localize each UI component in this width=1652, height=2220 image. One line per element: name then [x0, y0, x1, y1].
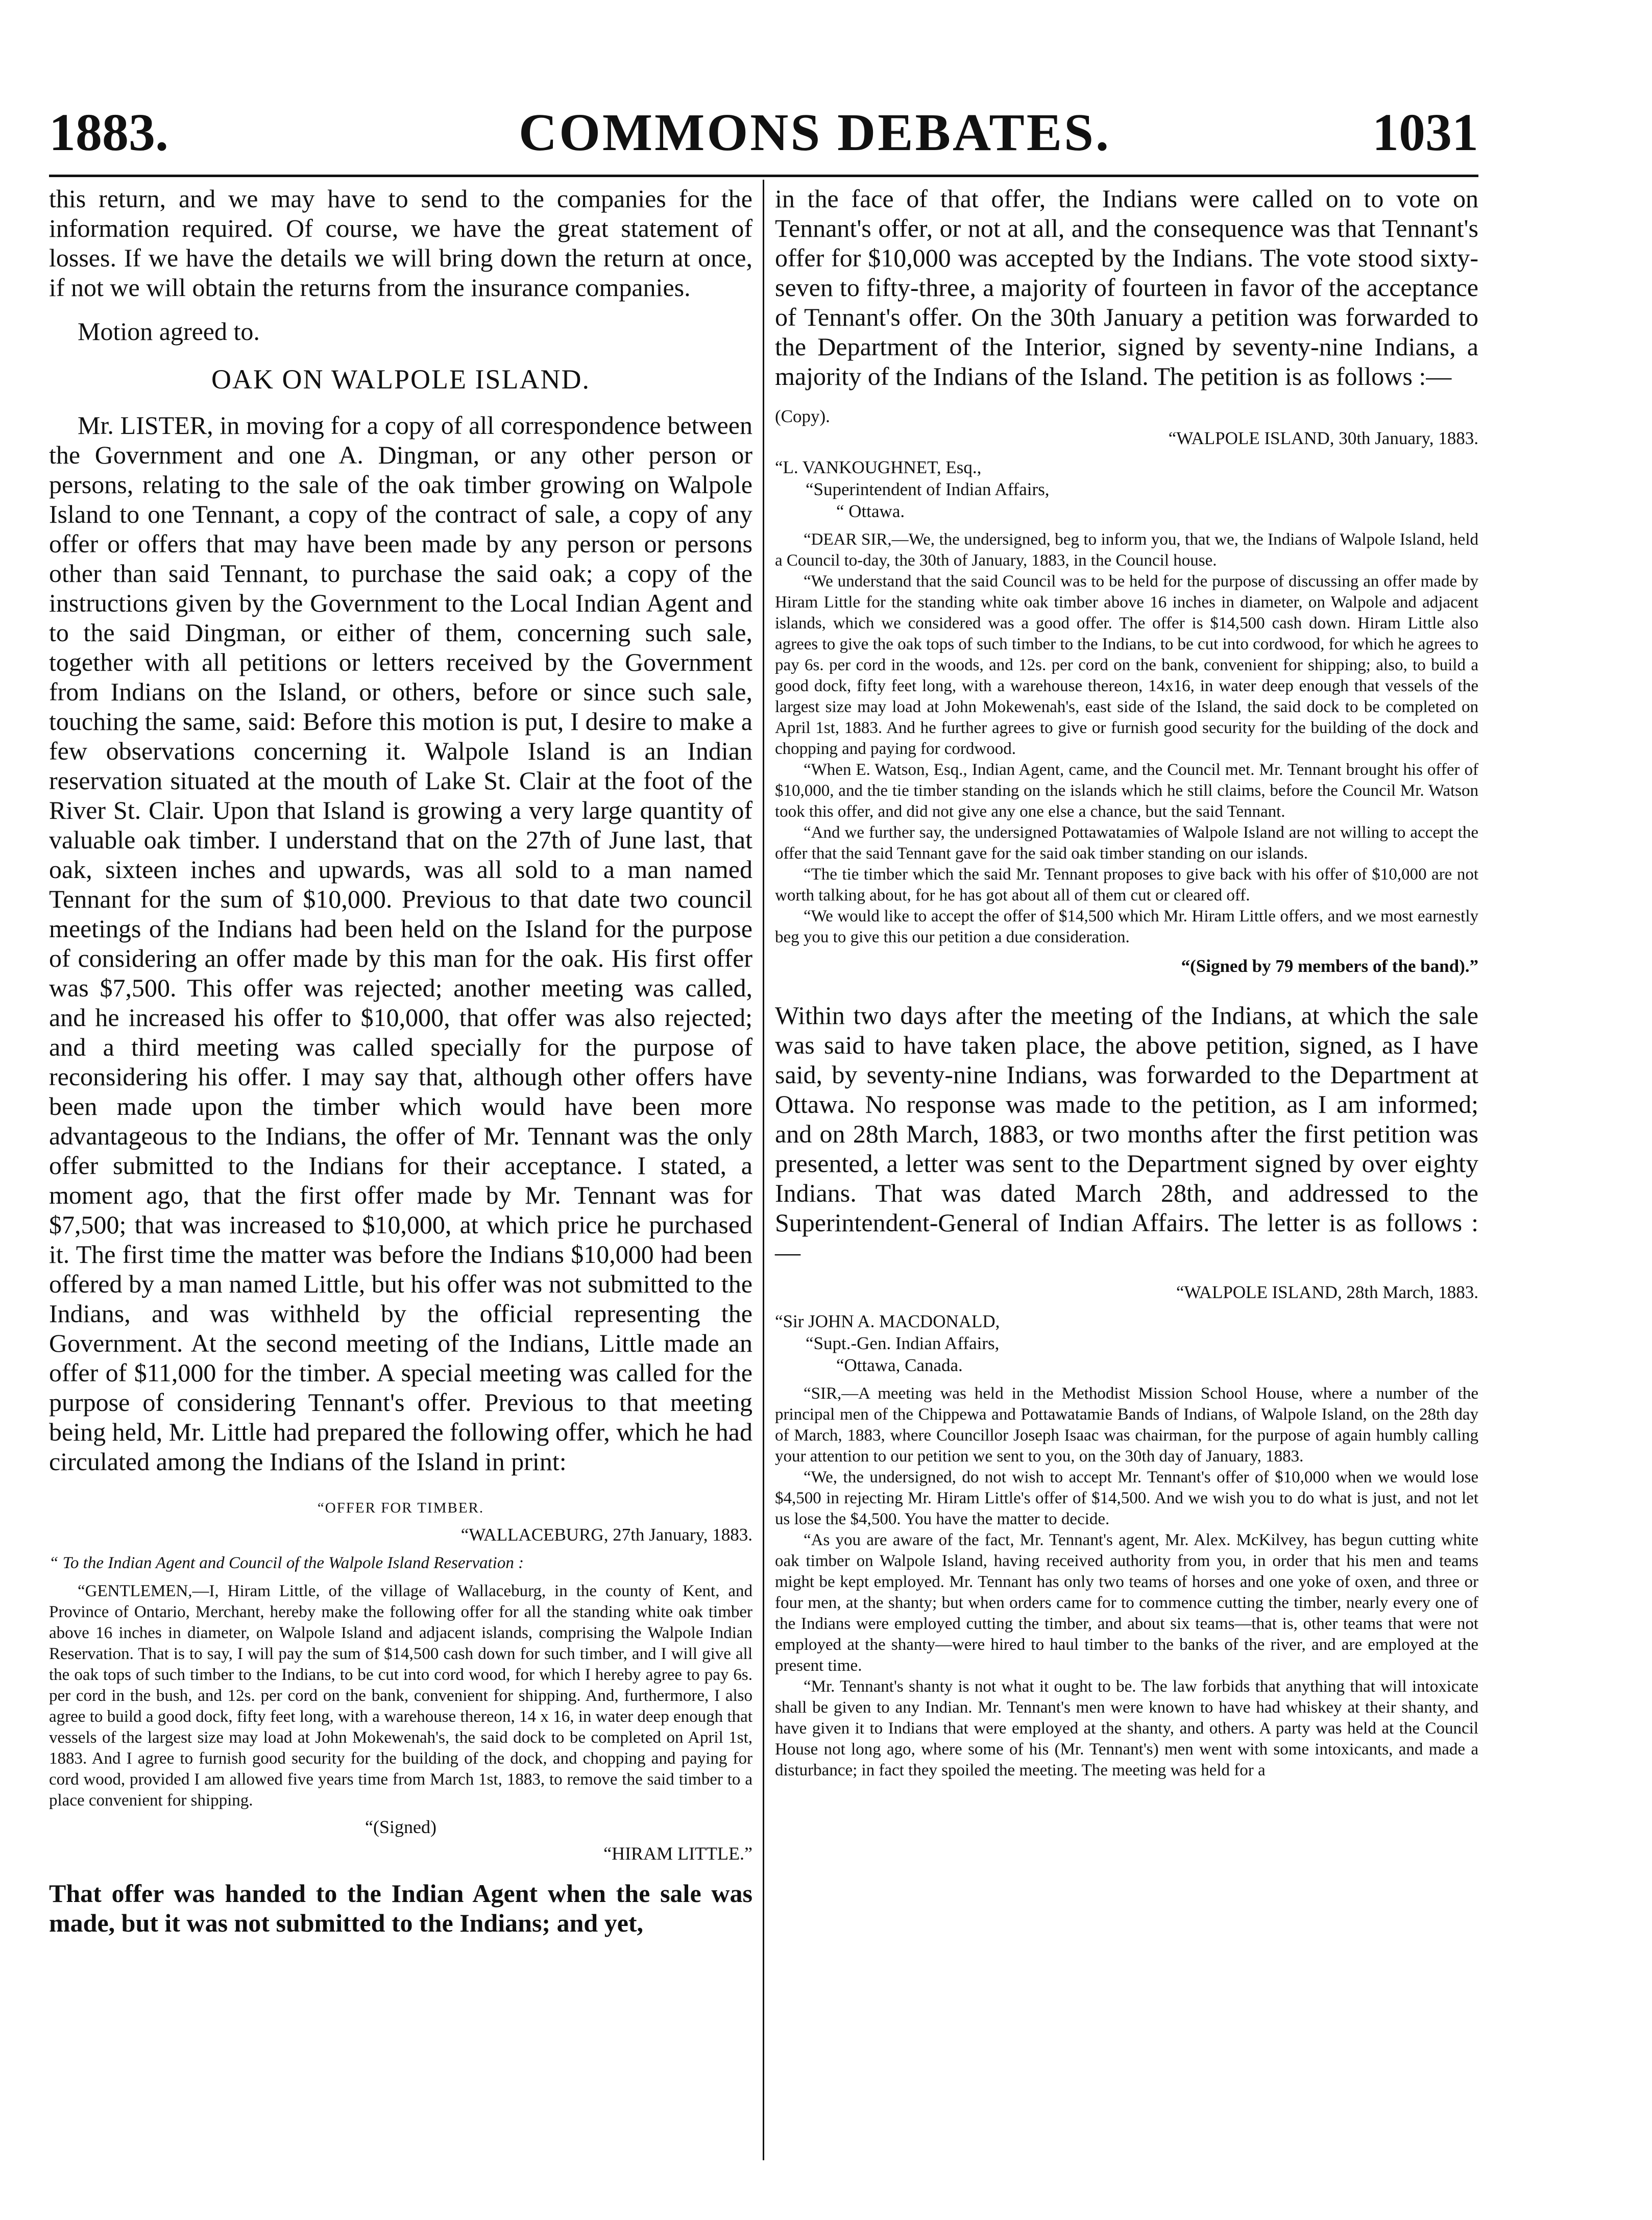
paragraph-handed: That offer was handed to the Indian Agent when the sale was made, but it was not submitted to the Indians; and yet,	[49, 1879, 752, 1937]
header-rule	[49, 175, 1478, 177]
paragraph-return: this return, and we may have to send to the companies for the information required. Of course, we have the great statement of losses. If we have the details we will bring down the return at once, if not we will obtain the returns from the insurance companies.	[49, 184, 752, 302]
petition-address-line-3: “ Ottawa.	[836, 501, 905, 521]
section-title: OAK ON WALPOLE ISLAND.	[211, 364, 590, 395]
letter-address-line-1: “Sir JOHN A. MACDONALD,	[775, 1311, 1000, 1331]
petition-address-line-1: “L. VANKOUGHNET, Esq.,	[775, 457, 982, 477]
letter-paragraph-3: “As you are aware of the fact, Mr. Tennant's agent, Mr. Alex. McKilvey, has begun cutting white oak timber on Walpole Island, having received authority from you, in order that his men and teams might be kept employed. Mr. Tennant has only two teams of horses and one yoke of oxen, and three or four men, at the shanty; but when orders came for to commence cutting the timber, nearly every one of the Indians were employed cutting the timber, and about six teams—that is, other teams that were not employed at the shanty—were hired to haul timber to the banks of the river, and are employed at the present time.	[775, 1531, 1478, 1675]
petition-paragraph-2: “We understand that the said Council was to be held for the purpose of discussing an offer made by Hiram Little for the standing white oak timber above 16 inches in diameter, on Walpole and adjacent islands, which we considered was a good offer. The offer is $14,500 cash down. Hiram Little also agrees to give the oak tops of such timber to the Indians, to be cut into cordwood, for which he agrees to pay 6s. per cord in the woods, and 12s. per cord on the bank, convenient for shipping; also, to build a good dock, fifty feet long, with a warehouse thereon, 14x16, in water deep enough that vessels of the largest size may load at John Mokewenah's, east side of the Island, the said dock to be completed on April 1st, 1883. And he further agrees to give or furnish good security for the building of the dock and chopping and paying for cordwood.	[775, 572, 1478, 758]
paragraph-lister: Mr. LISTER, in moving for a copy of all correspondence between the Government and one A. Dingman, or any other person or persons, relating to the sale of the oak timber growing on Walpole Island to one Tennant, a copy of the contract of sale, a copy of any offer or offers that may have been made by any person or persons other than said Tennant, to purchase the said oak; a copy of the instructions given by the Government to the Local Indian Agent and to the said Dingman, or either of them, concerning such sale, together with all petitions or letters received by the Government from Indians on the Island, or others, before or since such sale, touching the same, said: Before this motion is put, I desire to make a few observations concerning it. Walpole Island is an Indian reservation situated at the mouth of Lake St. Clair at the foot of the River St. Clair. Upon that Island is growing a very large quantity of valuable oak timber. I understand that on the 27th of June last, that oak, sixteen inches and upwards, was all sold to a man named Tennant for the sum of $10,000. Previous to that date two council meetings of the Indians had been held on the Island for the purpose of considering an offer made by this man for the oak. His first offer was $7,500. This offer was rejected; another meeting was called, and he increased his offer to $10,000, that offer was also rejected; and a third meeting was called specially for the purpose of reconsidering his offer. I may say that, although other offers have been made upon the timber which would have been more advantageous to the Indians, the offer of Mr. Tennant was the only offer submitted to the Indians for their acceptance. I stated, a moment ago, that the first offer made by Mr. Tennant was for $7,500; that was increased to $10,000, at which price he purchased it. The first time the matter was before the Indians $10,000 had been offered by a man named Little, but his offer was not submitted to the Indians, and was withheld by the official representing the Government. At the second meeting of the Indians, Little made an offer of $11,000 for the timber. A special meeting was called for the purpose of considering Tennant's offer. Previous to that meeting being held, Mr. Little had prepared the following offer, which he had circulated among the Indians of the Island in print:	[49, 411, 752, 1476]
petition-signed: “(Signed by 79 members of the band).”	[1181, 956, 1478, 976]
letter-paragraph-1: “SIR,—A meeting was held in the Methodist Mission School House, where a number of the principal men of the Chippewa and Pottawatamie Bands of Indians, of Walpole Island, on the 28th day of March, 1883, where Councillor Joseph Isaac was chairman, for the purpose of again humbly calling your attention to our petition we sent to you, on the 30th day of January, 1883.	[775, 1384, 1478, 1466]
letter-address-line-2: “Supt.-Gen. Indian Affairs,	[806, 1333, 1000, 1353]
offer-signature: “HIRAM LITTLE.”	[603, 1843, 752, 1864]
petition-paragraph-4: “And we further say, the undersigned Pottawatamies of Walpole Island are not willing to accept the offer that the said Tennant gave for the said oak timber standing on our islands.	[775, 823, 1478, 863]
offer-dateline: “WALLACEBURG, 27th January, 1883.	[460, 1525, 752, 1545]
letter-paragraph-2: “We, the undersigned, do not wish to accept Mr. Tennant's offer of $10,000 when we would lose $4,500 in rejecting Mr. Hiram Little's offer of $14,500. And we wish you to do what is just, and not let us lose the $4,500. You have the matter to decide.	[775, 1468, 1478, 1528]
offer-address: “ To the Indian Agent and Council of the Walpole Island Reservation :	[49, 1554, 524, 1572]
right-column	[775, 184, 1478, 1781]
petition-paragraph-5: “The tie timber which the said Mr. Tennant proposes to give back with his offer of $10,000 are not worth talking about, for he has got about all of them cut or cleared off.	[775, 865, 1478, 905]
header-title: COMMONS DEBATES.	[519, 103, 1111, 162]
paragraph-within: Within two days after the meeting of the Indians, at which the sale was said to have taken place, the above petition, signed, as I have said, by seventy-nine Indians, was forwarded to the Department at Ottawa. No response was made to the petition, as I am informed; and on 28th March, 1883, or two months after the first petition was presented, a letter was sent to the Department signed by over eighty Indians. That was dated March 28th, and addressed to the Superintendent-General of Indian Affairs. The letter is as follows :—	[775, 1001, 1478, 1266]
letter-address-line-3: “Ottawa, Canada.	[836, 1355, 963, 1375]
offer-body: “GENTLEMEN,—I, Hiram Little, of the village of Wallaceburg, in the county of Kent, and Province of Ontario, Merchant, hereby make the following offer for all the standing white oak timber above 16 inches in diameter, on Walpole Island and adjacent islands, comprising the Walpole Indian Reservation. That is to say, I will pay the sum of $14,500 cash down for such timber, and I will give all the oak tops of such timber to the Indians, to be cut into cord wood, for which I hereby agree to pay 6s. per cord in the bush, and 12s. per cord on the bank, convenient for shipping. And, furthermore, I also agree to build a good dock, fifty feet long, with a warehouse thereon, 14 x 16, in water deep enough that vessels of the largest size may load at John Mokewenah's, the said dock to be completed on April 1st, 1883. And I agree to furnish good security for the building of the dock, and chopping and paying for cord wood, provided I am allowed five years time from March 1st, 1883, to remove the said timber to a place convenient for shipping.	[49, 1582, 752, 1810]
header-year: 1883.	[49, 103, 168, 162]
petition-paragraph-6: “We would like to accept the offer of $14,500 which Mr. Hiram Little offers, and we most earnestly beg you to give this our petition a due consideration.	[775, 907, 1478, 946]
left-column	[49, 184, 752, 1938]
paragraph-continue: in the face of that offer, the Indians were called on to vote on Tennant's offer, or not at all, and the consequence was that Tennant's offer for $10,000 was accepted by the Indians. The vote stood sixty-seven to fifty-three, a majority of fourteen in favor of the acceptance of Tennant's offer. On the 30th January a petition was forwarded to the Department of the Interior, signed by seventy-nine Indians, a majority of the Indians of the Island. The petition is as follows :—	[775, 184, 1478, 391]
petition-dateline: “WALPOLE ISLAND, 30th January, 1883.	[1168, 428, 1478, 448]
column-divider	[763, 180, 764, 2160]
petition-paragraph-3: “When E. Watson, Esq., Indian Agent, came, and the Council met. Mr. Tennant brought his offer of $10,000, and the tie timber standing on the islands which he still claims, before the Council Mr. Watson took this offer, and did not give any one else a chance, but the said Tennant.	[775, 761, 1478, 821]
offer-signed: “(Signed)	[365, 1817, 436, 1837]
motion-agreed: Motion agreed to.	[78, 317, 260, 346]
petition-paragraph-1: “DEAR SIR,—We, the undersigned, beg to inform you, that we, the Indians of Walpole Island, held a Council to-day, the 30th of January, 1883, in the Council house.	[775, 530, 1478, 570]
letter-paragraph-4: “Mr. Tennant's shanty is not what it ought to be. The law forbids that anything that will intoxicate shall be given to any Indian. Mr. Tennant's men were known to have had whiskey at their shanty, and have given it to Indians that were employed at the shanty, and others. A party was held at the Council House not long ago, where some of his (Mr. Tennant's) men went with some intoxicants, and made a disturbance; in fact they spoiled the meeting. The meeting was held for a	[775, 1677, 1478, 1779]
header-page-number: 1031	[1372, 103, 1478, 162]
petition-address-line-2: “Superintendent of Indian Affairs,	[806, 479, 1050, 499]
offer-heading: “OFFER FOR TIMBER.	[317, 1500, 484, 1516]
copy-label: (Copy).	[775, 406, 830, 426]
letter-dateline: “WALPOLE ISLAND, 28th March, 1883.	[1176, 1282, 1478, 1302]
page-header	[49, 102, 1478, 179]
